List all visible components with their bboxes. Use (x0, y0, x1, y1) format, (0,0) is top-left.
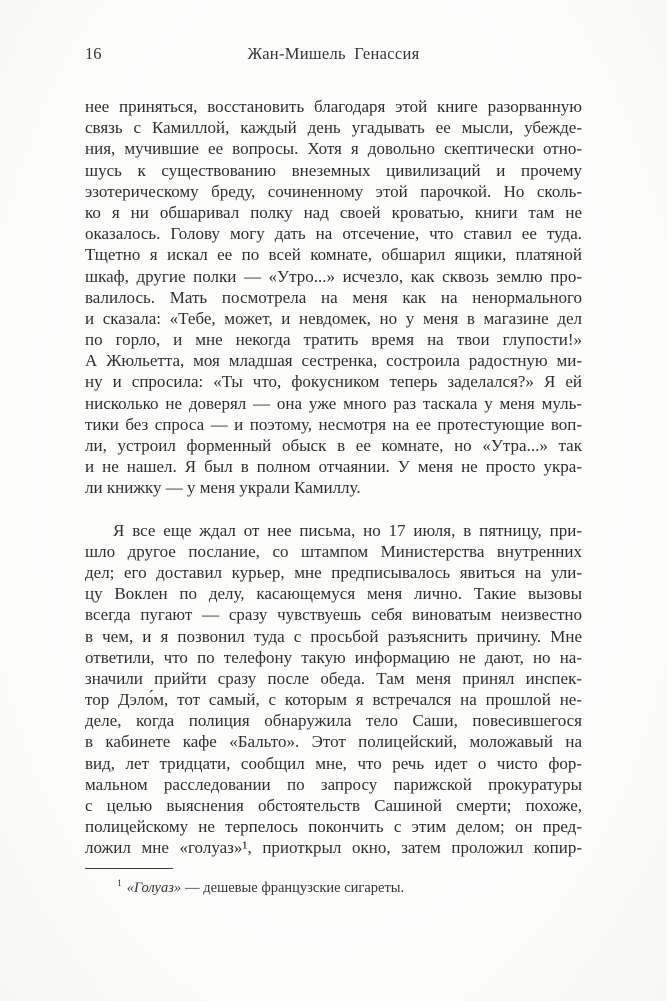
text-line: Я все еще ждал от нее письма, но 17 июля, в пятницу, при- (113, 520, 582, 540)
text-line: цу Воклен по делу, касающемуся меня лично. Такие вызовы (85, 584, 582, 604)
text-line: тики без спроса — и поэтому, несмотря на ее протестующие воп- (85, 414, 582, 434)
text-line: мальном расследовании по запросу парижской прокуратуры (85, 774, 582, 794)
text-line: связь с Камиллой, каждый день угадывать ее мысли, убежде- (85, 118, 582, 138)
footnote-body: — дешевые французские сигареты. (185, 879, 405, 896)
text-line: в чем, и я позвонил туда с просьбой разъяснить причину. Мне (85, 626, 582, 646)
text-line: шкаф, другие полки — «Утро...» исчезло, как сквозь землю про- (85, 266, 582, 286)
paragraph (85, 96, 582, 499)
footnote-separator (85, 868, 173, 869)
text-line: ния, мучившие ее вопросы. Хотя я довольно скептически отно- (85, 139, 582, 159)
text-line: значили прийти сразу после обеда. Там меня принял инспек- (85, 668, 582, 688)
running-header (85, 44, 582, 64)
text-line: ли, устроил форменный обыск в ее комнате, но «Утра...» так (85, 436, 582, 455)
text-line: валилось. Мать посмотрела на меня как на ненормального (85, 287, 582, 307)
text-line: тор Дэло́м, тот самый, с которым я встречался на прошлой не- (85, 690, 582, 710)
footnote-text (85, 875, 582, 897)
text-line: по горло, и мне некогда тратить время на твои глупости!» (85, 330, 582, 350)
text-line: дел; его доставил курьер, мне предписывалось явиться на ули- (85, 562, 582, 582)
text-line: шло другое послание, со штампом Министерства внутренних (85, 541, 582, 561)
text-line: эзотерическому бреду, сочиненному этой парочкой. Но сколь- (85, 181, 582, 201)
text-line: и сказала: «Тебе, может, и невдомек, но у меня в магазине дел (85, 308, 582, 328)
text-line: ну и спросила: «Ты что, фокусником теперь заделался?» Я ей (85, 372, 582, 392)
text-line: оказалось. Голову могу дать на отсечение, что ставил ее туда. (85, 224, 582, 244)
text-line: шусь к существованию внеземных цивилизаций и прочему (85, 160, 582, 180)
body-text (85, 96, 582, 859)
text-line: ответили, что по телефону такую информацию не дают, но на- (85, 647, 582, 667)
text-line: А Жюльетта, моя младшая сестренка, состроила радостную ми- (85, 351, 582, 371)
text-line: ко я ни обшаривал полку над своей кроватью, книги там не (85, 202, 582, 222)
text-line: в кабинете кафе «Бальто». Этот полицейский, моложавый на (85, 732, 582, 752)
text-line: и не нашел. Я был в полном отчаянии. У меня не просто укра- (85, 457, 582, 477)
text-line: ли книжку — у меня украли Камиллу. (85, 478, 361, 498)
text-line: нее приняться, восстановить благодаря этой книге разорванную (85, 97, 582, 116)
text-line: ложил мне «голуаз»¹, приоткрыл окно, затем проложил копир- (85, 838, 582, 858)
page-number: 16 (85, 44, 102, 63)
text-line: всегда пугают — сразу чувствуешь себя виноватым неизвестно (85, 605, 582, 625)
running-title-author: Жан-Мишель Генассия (247, 44, 420, 63)
footnote-marker: 1 (117, 879, 122, 889)
footnote-term: «Голуаз» (126, 879, 182, 896)
footnote (85, 868, 582, 897)
paragraph (85, 520, 582, 859)
text-line: с целью выяснения обстоятельств Сашиной смерти; похоже, (85, 796, 582, 815)
text-line: полицейскому не терпелось покончить с этим делом; он пред- (85, 817, 582, 837)
text-line: деле, когда полиция обнаружила тело Саши, повесившегося (85, 711, 582, 731)
text-line: вид, лет тридцати, сообщил мне, что речь идет о чисто фор- (85, 753, 582, 773)
text-line: нисколько не доверял — она уже много раз таскала у меня муль- (85, 393, 582, 413)
text-line: Тщетно я искал ее по всей комнате, обшарил ящики, платяной (85, 245, 582, 265)
